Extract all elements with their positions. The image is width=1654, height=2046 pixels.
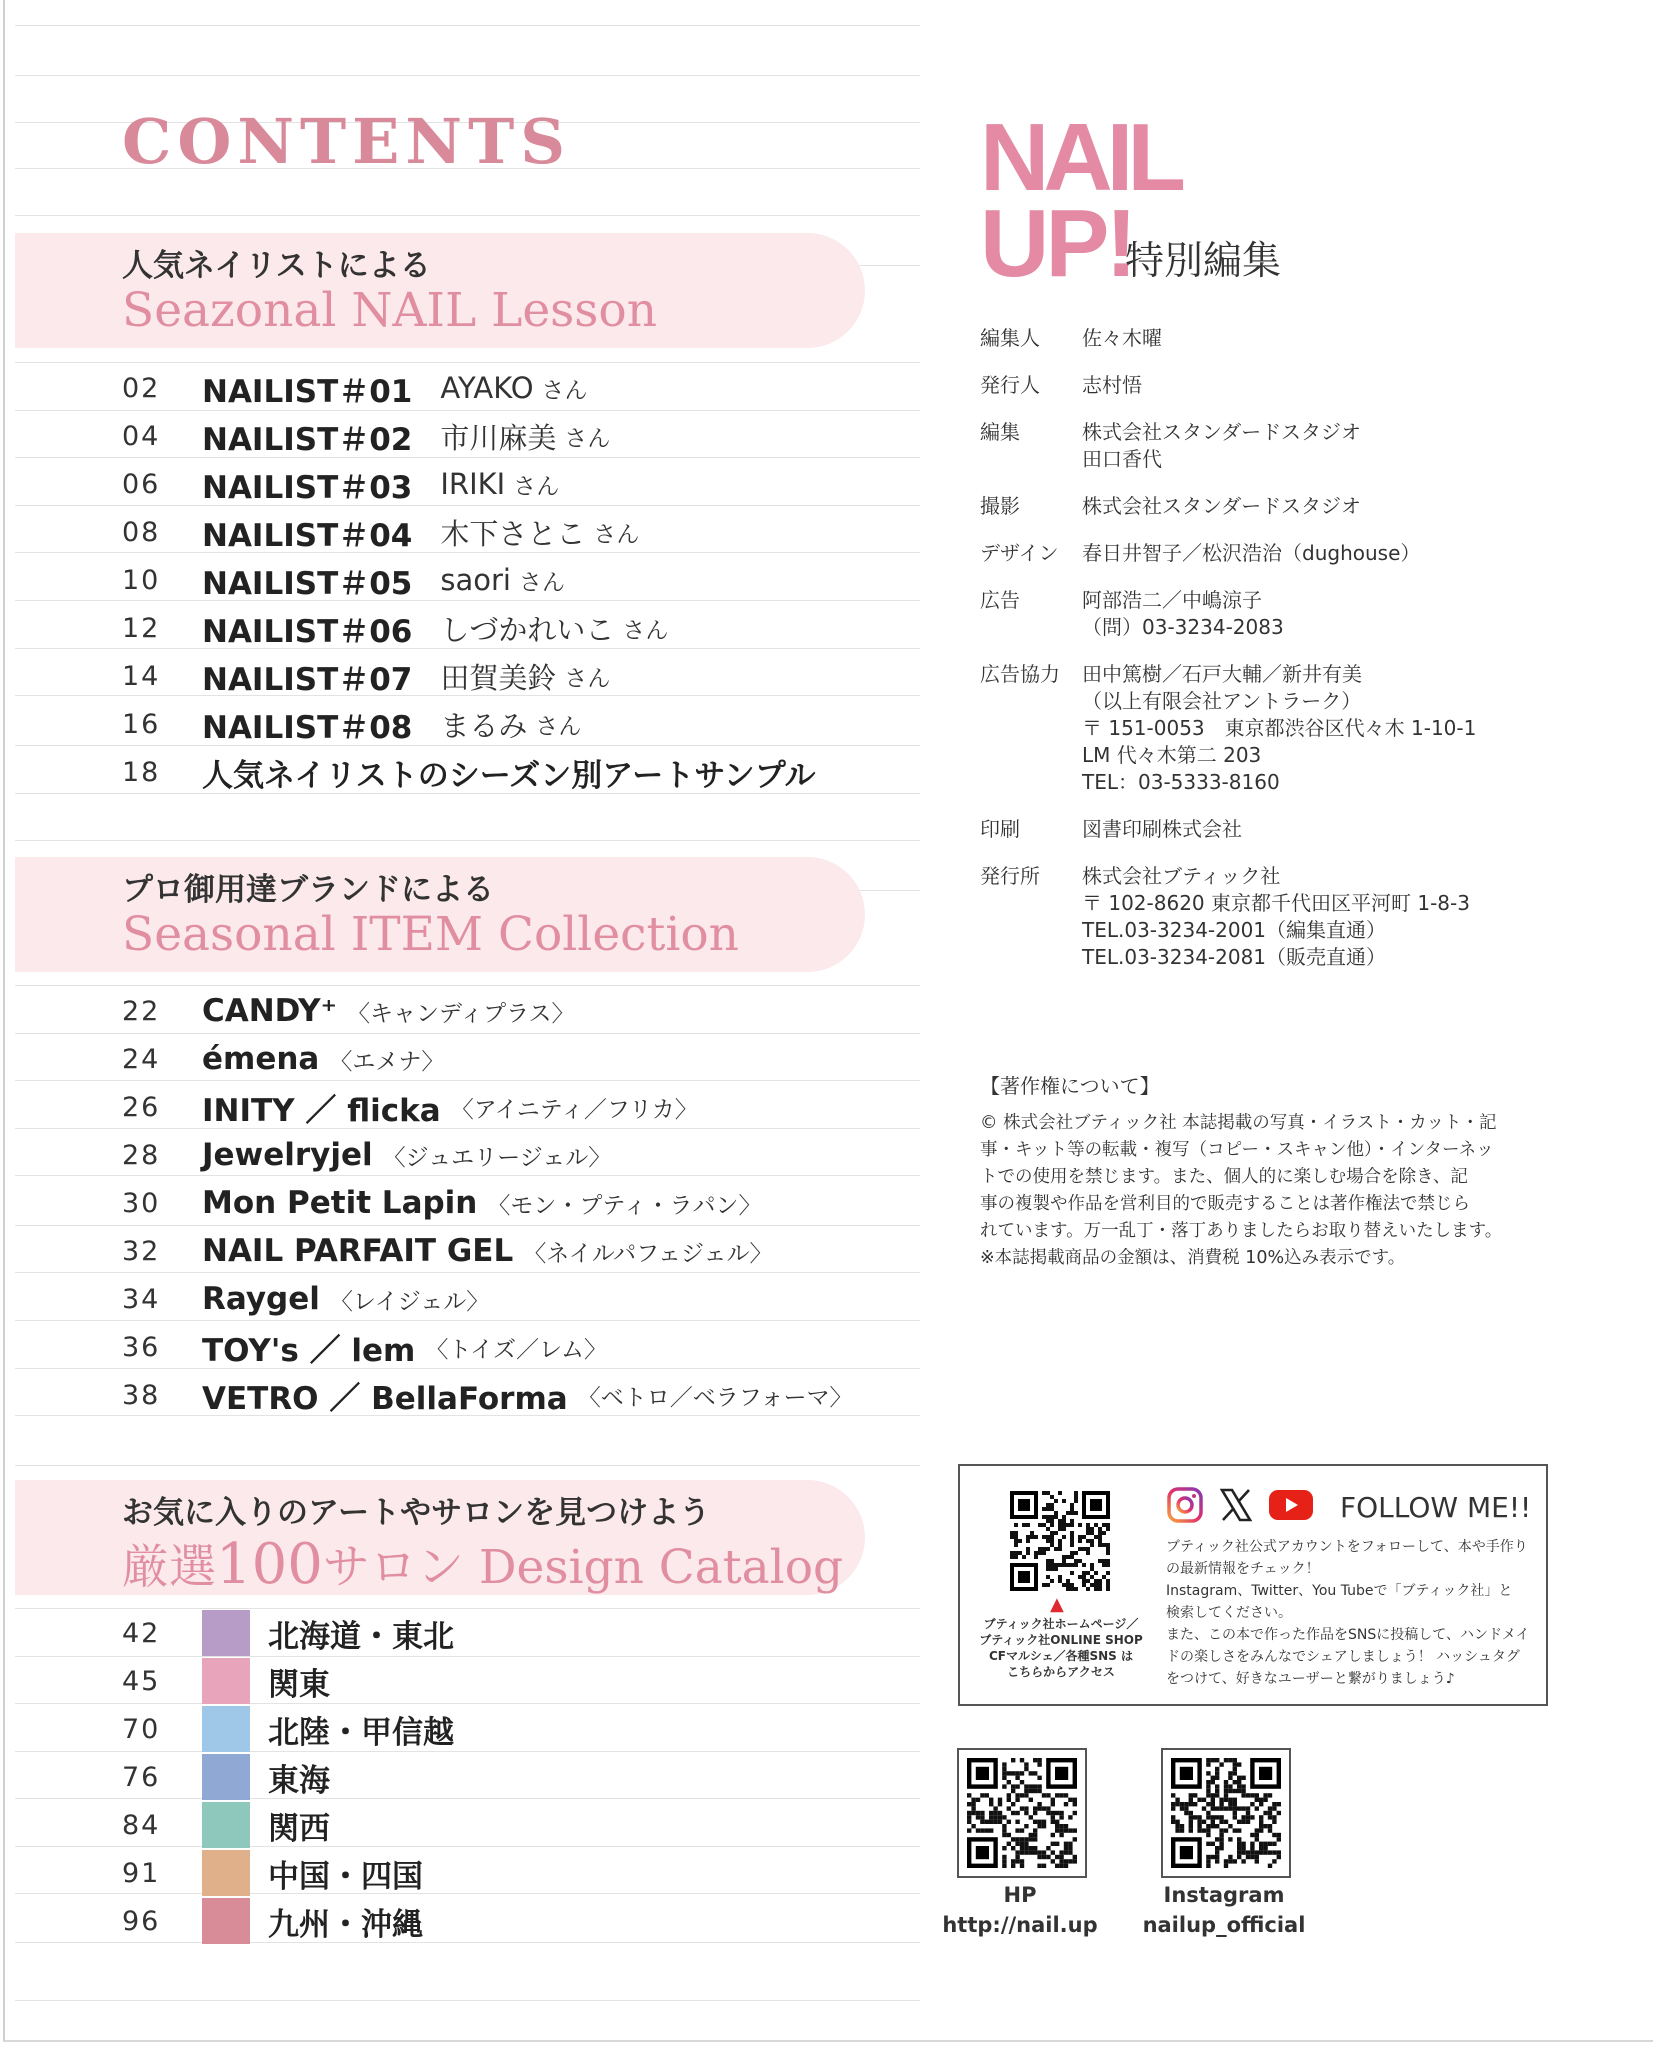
credit-value bbox=[1082, 661, 1476, 796]
qr-code-main[interactable] bbox=[1010, 1491, 1110, 1595]
ruled-line bbox=[15, 2000, 920, 2001]
toc-row[interactable] bbox=[122, 1802, 330, 1848]
credit-value bbox=[1082, 587, 1284, 641]
follow-description bbox=[1166, 1536, 1536, 1690]
copyright-line: 事・キット等の転載・複写（コピー・スキャン他）・インターネッ bbox=[980, 1140, 1494, 1160]
credit-line: 田口香代 bbox=[1082, 447, 1162, 471]
qr-instagram-title: Instagram bbox=[1163, 1883, 1285, 1907]
region-name: 九州・沖縄 bbox=[268, 1906, 423, 1943]
toc-row[interactable] bbox=[122, 1372, 853, 1418]
honorific: さん bbox=[622, 617, 669, 644]
credit-value bbox=[1082, 816, 1242, 843]
brand-name: VETRO ／ BellaForma bbox=[202, 1380, 568, 1417]
ruled-line bbox=[15, 362, 920, 363]
logo-suffix: 特別編集 bbox=[1125, 239, 1282, 284]
logo-line1: NAIL bbox=[980, 104, 1180, 211]
toc-row[interactable] bbox=[122, 1324, 607, 1370]
page-number: 08 bbox=[122, 516, 161, 548]
ruled-line bbox=[15, 1608, 920, 1609]
copyright-body bbox=[980, 1110, 1540, 1272]
follow-text-line: Instagram、Twitter、You Tubeで「ブティック社」と bbox=[1166, 1583, 1513, 1599]
page-number: 06 bbox=[122, 468, 161, 500]
region-color-swatch bbox=[202, 1706, 250, 1752]
follow-text-line: また、この本で作った作品をSNSに投稿して、ハンドメイ bbox=[1166, 1627, 1530, 1643]
toc-row[interactable] bbox=[122, 1658, 330, 1704]
qr-caption-line: ブティック社ホームページ／ bbox=[983, 1617, 1139, 1631]
page-number: 04 bbox=[122, 420, 161, 452]
qr-code-instagram[interactable] bbox=[1161, 1748, 1291, 1878]
toc-title: NAILIST＃01 bbox=[202, 373, 413, 410]
credit-row bbox=[980, 661, 1540, 796]
toc-row[interactable] bbox=[122, 988, 574, 1034]
instagram-icon[interactable] bbox=[1166, 1486, 1204, 1528]
page-number: 38 bbox=[122, 1379, 161, 1411]
credit-value bbox=[1082, 540, 1420, 567]
honorific: さん bbox=[564, 425, 611, 452]
contents-title: CONTENTS bbox=[122, 105, 572, 178]
credit-line: 〒 151-0053 東京都渋谷区代々木 1-10-1 bbox=[1082, 716, 1477, 740]
credit-value bbox=[1082, 493, 1361, 520]
section3-title-rest: サロン Design Catalog bbox=[322, 1540, 844, 1595]
qr-caption-line: ブティック社ONLINE SHOP bbox=[979, 1633, 1143, 1647]
toc-title: 人気ネイリストのシーズン別アートサンプル bbox=[202, 757, 816, 794]
toc-row[interactable] bbox=[122, 1610, 454, 1656]
region-name: 関西 bbox=[268, 1810, 330, 1847]
nailist-name: まるみ bbox=[440, 708, 528, 743]
brand-name: Mon Petit Lapin bbox=[202, 1185, 478, 1221]
qr-instagram-handle[interactable]: nailup_official bbox=[1142, 1913, 1306, 1937]
section2-title: Seasonal ITEM Collection bbox=[122, 907, 739, 962]
honorific: さん bbox=[564, 665, 611, 692]
credit-line: LM 代々木第二 203 bbox=[1082, 743, 1262, 767]
credit-line: （問）03-3234-2083 bbox=[1082, 615, 1284, 639]
nailist-name: 木下さとこ bbox=[440, 516, 586, 551]
toc-row[interactable] bbox=[122, 1276, 489, 1322]
up-arrow-icon: ▲ bbox=[1050, 1594, 1064, 1615]
toc-row[interactable] bbox=[122, 1706, 454, 1752]
toc-title: NAILIST＃03 bbox=[202, 469, 413, 506]
qr-hp-title: HP bbox=[1003, 1883, 1037, 1907]
page-number: 22 bbox=[122, 995, 161, 1027]
brand-name: CANDY⁺ bbox=[202, 993, 337, 1029]
copyright-line: ※本誌掲載商品の金額は、消費税 10%込み表示です。 bbox=[980, 1248, 1406, 1268]
credit-line: 田中篤樹／石戸大輔／新井有美 bbox=[1082, 662, 1362, 686]
nailist-name: 市川麻美 bbox=[440, 420, 557, 455]
page-number: 32 bbox=[122, 1235, 161, 1267]
toc-title: NAILIST＃04 bbox=[202, 517, 413, 554]
page-number: 16 bbox=[122, 708, 161, 740]
qr-caption-line: こちらからアクセス bbox=[1007, 1665, 1115, 1679]
credit-value bbox=[1082, 863, 1470, 971]
region-color-swatch bbox=[202, 1850, 250, 1896]
region-color-swatch bbox=[202, 1802, 250, 1848]
copyright-line: © 株式会社ブティック社 本誌掲載の写真・イラスト・カット・記 bbox=[980, 1113, 1497, 1133]
credit-label: デザイン bbox=[980, 541, 1059, 565]
page-number: 10 bbox=[122, 564, 161, 596]
section3-title bbox=[122, 1530, 843, 1597]
brand-kana: 〈エメナ〉 bbox=[329, 1048, 445, 1075]
credit-value bbox=[1082, 372, 1142, 399]
copyright-line: 事の複製や作品を営利目的で販売することは著作権法で禁じら bbox=[980, 1194, 1470, 1214]
credit-row bbox=[980, 493, 1540, 520]
credit-line: 株式会社ブティック社 bbox=[1082, 864, 1281, 888]
brand-kana: 〈レイジェル〉 bbox=[329, 1288, 490, 1315]
credit-line: 図書印刷株式会社 bbox=[1082, 817, 1242, 841]
section3-title-num: 100 bbox=[216, 1532, 323, 1597]
page-number: 30 bbox=[122, 1187, 161, 1219]
region-color-swatch bbox=[202, 1754, 250, 1800]
region-color-swatch bbox=[202, 1658, 250, 1704]
credit-value bbox=[1082, 419, 1361, 473]
credit-line: 株式会社スタンダードスタジオ bbox=[1082, 420, 1361, 444]
toc-row[interactable] bbox=[122, 509, 639, 555]
page-number: 96 bbox=[122, 1905, 161, 1937]
honorific: さん bbox=[513, 473, 560, 500]
credit-value bbox=[1082, 325, 1162, 352]
nailist-name: IRIKI bbox=[440, 467, 506, 501]
nailist-name: AYAKO bbox=[440, 371, 534, 405]
credit-label: 発行人 bbox=[980, 373, 1040, 397]
credit-label: 編集人 bbox=[980, 326, 1040, 350]
toc-row[interactable] bbox=[122, 653, 610, 699]
qr-caption-line: CFマルシェ／各種SNS は bbox=[989, 1649, 1133, 1663]
brand-kana: 〈ネイルパフェジェル〉 bbox=[523, 1240, 773, 1267]
toc-title: NAILIST＃08 bbox=[202, 709, 413, 746]
ruled-line bbox=[15, 215, 920, 216]
toc-row[interactable] bbox=[122, 413, 610, 459]
credit-line: 春日井智子／松沢浩治（dughouse） bbox=[1082, 541, 1421, 565]
brand-name: Jewelryjel bbox=[202, 1137, 373, 1173]
credit-line: （以上有限会社アントラーク） bbox=[1082, 689, 1362, 713]
ruled-line bbox=[15, 1656, 920, 1657]
copyright-title: 【著作権について】 bbox=[980, 1074, 1160, 1098]
brand-kana: 〈モン・プティ・ラパン〉 bbox=[487, 1192, 762, 1219]
region-color-swatch bbox=[202, 1898, 250, 1944]
toc-row[interactable] bbox=[122, 749, 816, 795]
credit-line: 株式会社スタンダードスタジオ bbox=[1082, 494, 1361, 518]
page-number: 42 bbox=[122, 1617, 161, 1649]
copyright-notice bbox=[980, 1073, 1540, 1272]
credit-row bbox=[980, 419, 1540, 473]
credit-label: 広告 bbox=[980, 588, 1020, 612]
brand-kana: 〈トイズ／レム〉 bbox=[425, 1336, 608, 1363]
credit-label: 編集 bbox=[980, 420, 1020, 444]
ruled-line bbox=[15, 1465, 920, 1466]
section3-title-prefix: 厳選 bbox=[122, 1540, 216, 1595]
page-number: 18 bbox=[122, 756, 161, 788]
credit-line: TEL.03-3234-2001（編集直通） bbox=[1082, 918, 1387, 942]
page-number: 34 bbox=[122, 1283, 161, 1315]
section3-subtitle: お気に入りのアートやサロンを見つけよう bbox=[122, 1495, 711, 1531]
credit-row bbox=[980, 587, 1540, 641]
follow-text-line: 検索してください。 bbox=[1166, 1605, 1292, 1621]
credits-list bbox=[980, 325, 1540, 991]
credit-row bbox=[980, 863, 1540, 971]
toc-title: NAILIST＃05 bbox=[202, 565, 413, 602]
credit-line: 阿部浩二／中嶋涼子 bbox=[1082, 588, 1262, 612]
ruled-line bbox=[15, 25, 920, 26]
credit-line: 佐々木曜 bbox=[1082, 326, 1162, 350]
credit-label: 印刷 bbox=[980, 817, 1020, 841]
toc-title: NAILIST＃02 bbox=[202, 421, 413, 458]
credit-line: 〒 102-8620 東京都千代田区平河町 1-8-3 bbox=[1082, 891, 1470, 915]
page-number: 76 bbox=[122, 1761, 161, 1793]
ruled-line bbox=[15, 75, 920, 76]
logo-line2: UP! bbox=[980, 190, 1134, 298]
toc-row[interactable] bbox=[122, 461, 559, 507]
youtube-icon[interactable] bbox=[1268, 1489, 1314, 1525]
honorific: さん bbox=[593, 521, 640, 548]
honorific: さん bbox=[518, 569, 565, 596]
follow-box bbox=[958, 1464, 1548, 1706]
credit-row bbox=[980, 372, 1540, 399]
page-number: 70 bbox=[122, 1713, 161, 1745]
ruled-line bbox=[15, 985, 920, 986]
nailist-name: saori bbox=[440, 563, 511, 597]
credit-row bbox=[980, 816, 1540, 843]
brand-name: émena bbox=[202, 1041, 320, 1077]
toc-row[interactable] bbox=[122, 1084, 698, 1130]
toc-row[interactable] bbox=[122, 1132, 611, 1178]
section1-subtitle: 人気ネイリストによる bbox=[122, 248, 431, 284]
qr-instagram-label bbox=[1124, 1880, 1324, 1940]
brand-name: Raygel bbox=[202, 1281, 320, 1317]
honorific: さん bbox=[541, 377, 588, 404]
page-number: 02 bbox=[122, 372, 161, 404]
toc-title: NAILIST＃06 bbox=[202, 613, 413, 650]
follow-text-line: ブティック社公式アカウントをフォローして、本や手作り bbox=[1166, 1539, 1528, 1555]
brand-name: INITY ／ flicka bbox=[202, 1092, 441, 1129]
brand-name: NAIL PARFAIT GEL bbox=[202, 1233, 514, 1269]
toc-row[interactable] bbox=[122, 1036, 444, 1082]
page-number: 14 bbox=[122, 660, 161, 692]
credit-line: TEL：03-5333-8160 bbox=[1082, 770, 1280, 794]
copyright-line: トでの使用を禁じます。また、個人的に楽しむ場合を除き、記 bbox=[980, 1167, 1468, 1187]
toc-row[interactable] bbox=[122, 1180, 762, 1226]
credit-row bbox=[980, 540, 1540, 567]
credit-row bbox=[980, 325, 1540, 352]
toc-row[interactable] bbox=[122, 365, 588, 411]
region-name: 関東 bbox=[268, 1666, 330, 1703]
credit-label: 広告協力 bbox=[980, 662, 1060, 686]
copyright-line: れています。万一乱丁・落丁ありましたらお取り替えいたします。 bbox=[980, 1221, 1503, 1241]
qr-code-hp[interactable] bbox=[957, 1748, 1087, 1878]
follow-text-line: をつけて、好きなユーザーと繋がりましょう♪ bbox=[1166, 1671, 1455, 1687]
honorific: さん bbox=[535, 713, 582, 740]
toc-row[interactable] bbox=[122, 1228, 773, 1274]
page-number: 24 bbox=[122, 1043, 161, 1075]
page-number: 84 bbox=[122, 1809, 161, 1841]
credit-line: TEL.03-3234-2081（販売直通） bbox=[1082, 945, 1387, 969]
follow-text-line: の最新情報をチェック！ bbox=[1166, 1561, 1320, 1577]
region-name: 北陸・甲信越 bbox=[268, 1714, 454, 1751]
nailist-name: しづかれいこ bbox=[440, 612, 615, 647]
page-number: 36 bbox=[122, 1331, 161, 1363]
toc-title: NAILIST＃07 bbox=[202, 661, 413, 698]
page-number: 12 bbox=[122, 612, 161, 644]
region-name: 北海道・東北 bbox=[268, 1618, 454, 1655]
page-number: 45 bbox=[122, 1665, 161, 1697]
region-name: 中国・四国 bbox=[268, 1858, 423, 1895]
x-twitter-icon[interactable] bbox=[1218, 1487, 1254, 1527]
toc-row[interactable] bbox=[122, 1898, 423, 1944]
brand-kana: 〈キャンディプラス〉 bbox=[346, 1000, 575, 1027]
brand-kana: 〈ベトロ／ベラフォーマ〉 bbox=[577, 1384, 853, 1411]
qr-hp-url[interactable]: http://nail.up bbox=[942, 1913, 1098, 1937]
credit-label: 撮影 bbox=[980, 494, 1020, 518]
brand-name: TOY's ／ lem bbox=[202, 1332, 416, 1369]
social-icons bbox=[1166, 1486, 1531, 1528]
toc-row[interactable] bbox=[122, 557, 565, 603]
follow-text-line: ドの楽しさをみんなでシェアしましょう！ ハッシュタグ bbox=[1166, 1649, 1520, 1665]
toc-row[interactable] bbox=[122, 605, 668, 651]
credit-label: 発行所 bbox=[980, 864, 1040, 888]
page-number: 91 bbox=[122, 1857, 161, 1889]
credit-line: 志村悟 bbox=[1082, 373, 1142, 397]
section1-title: Seazonal NAIL Lesson bbox=[122, 283, 657, 338]
toc-row[interactable] bbox=[122, 701, 581, 747]
page-number: 28 bbox=[122, 1139, 161, 1171]
region-color-swatch bbox=[202, 1610, 250, 1656]
toc-row[interactable] bbox=[122, 1754, 330, 1800]
ruled-line bbox=[15, 840, 920, 841]
qr-caption bbox=[972, 1616, 1150, 1680]
brand-kana: 〈ジュエリージェル〉 bbox=[382, 1144, 612, 1171]
toc-row[interactable] bbox=[122, 1850, 423, 1896]
section2-subtitle: プロ御用達ブランドによる bbox=[122, 872, 494, 908]
page-number: 26 bbox=[122, 1091, 161, 1123]
follow-me-heading: FOLLOW ME!! bbox=[1340, 1490, 1532, 1524]
qr-hp-label bbox=[920, 1880, 1120, 1940]
region-name: 東海 bbox=[268, 1762, 330, 1799]
brand-kana: 〈アイニティ／フリカ〉 bbox=[450, 1096, 698, 1123]
nailist-name: 田賀美鈴 bbox=[440, 660, 557, 695]
